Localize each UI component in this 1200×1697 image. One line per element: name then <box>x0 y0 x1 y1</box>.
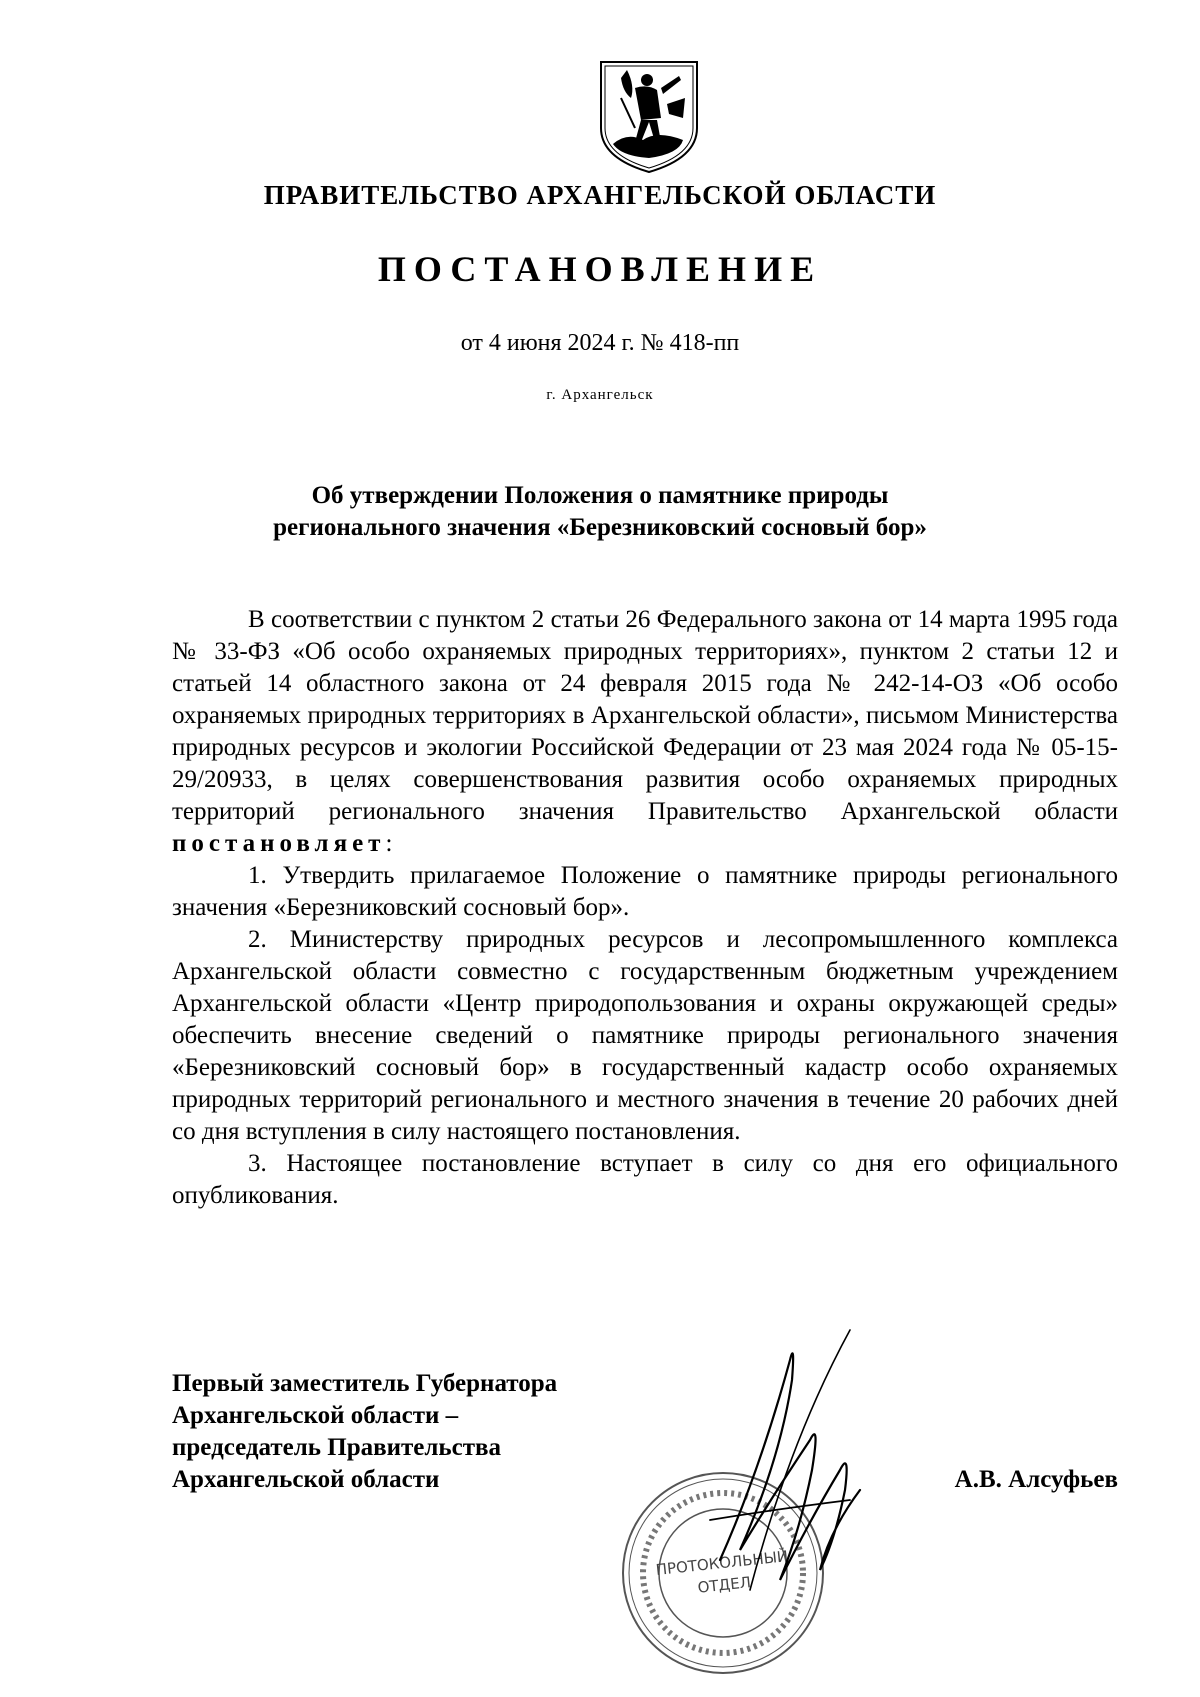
preamble-text: В соответствии с пунктом 2 статьи 26 Федерального закона от 14 марта 1995 года № 33-ФЗ «Об особо охраняемых природных территориях», пунктом 2 статьи 12 и статьей 14 областного закона от 24 февраля 2015 года № 242-14-ОЗ «Об особо охраняемых природных территориях в Архангельской области», письмом Министерства природных ресурсов и экологии Российской Федерации от 23 мая 2024 года № 05-15-29/20933, в целях совершенствования развития особо охраняемых природных территорий регионального значения Правительство Архангельской области <box>172 606 1118 825</box>
document-date-number: от 4 июня 2024 г. № 418-пп <box>460 330 740 356</box>
document-title <box>180 480 1020 544</box>
decree-word: постановляет <box>172 830 386 857</box>
title-line-1: Об утверждении Положения о памятнике природы <box>311 482 889 509</box>
decree-colon: : <box>385 830 393 857</box>
signer-position-line-2: Архангельской области – <box>172 1402 459 1429</box>
signer-position-line-4: Архангельской области <box>172 1466 440 1493</box>
organization-name: ПРАВИТЕЛЬСТВО АРХАНГЕЛЬСКОЙ ОБЛАСТИ <box>263 180 937 210</box>
item-1: 1. Утвердить прилагаемое Положение о памятнике природы регионального значения «Березниковский сосновый бор». <box>172 862 1118 921</box>
signer-position-line-3: председатель Правительства <box>172 1434 502 1461</box>
document-city: г. Архангельск <box>546 387 654 403</box>
title-line-2: регионального значения «Березниковский сосновый бор» <box>273 514 927 541</box>
stamp-center-line-1: ПРОТОКОЛЬНЫЙ <box>654 1547 789 1579</box>
signer-name: А.В. Алсуфьев <box>954 1466 1118 1493</box>
document-body <box>172 604 1118 1212</box>
document-type: ПОСТАНОВЛЕНИЕ <box>377 249 823 289</box>
item-3: 3. Настоящее постановление вступает в силу со дня его официального опубликования. <box>172 1150 1118 1209</box>
handwritten-signature-icon <box>700 1320 870 1610</box>
stamp-center-line-2: ОТДЕЛ <box>696 1573 752 1597</box>
signer-position <box>172 1368 557 1496</box>
preamble-paragraph <box>172 604 1118 860</box>
arkhangelsk-coat-of-arms-icon <box>597 58 701 176</box>
signer-position-line-1: Первый заместитель Губернатора <box>172 1370 558 1397</box>
item-2: 2. Министерству природных ресурсов и лесопромышленного комплекса Архангельской области совместно с государственным бюджетным учреждением Архангельской области «Центр природопользования и охраны окружающей среды» обеспечить внесение сведений о памятнике природы регионального значения «Березниковский сосновый бор» в государственный кадастр особо охраняемых природных территорий регионального и местного значения в течение 20 рабочих дней со дня вступления в силу настоящего постановления. <box>172 926 1118 1145</box>
